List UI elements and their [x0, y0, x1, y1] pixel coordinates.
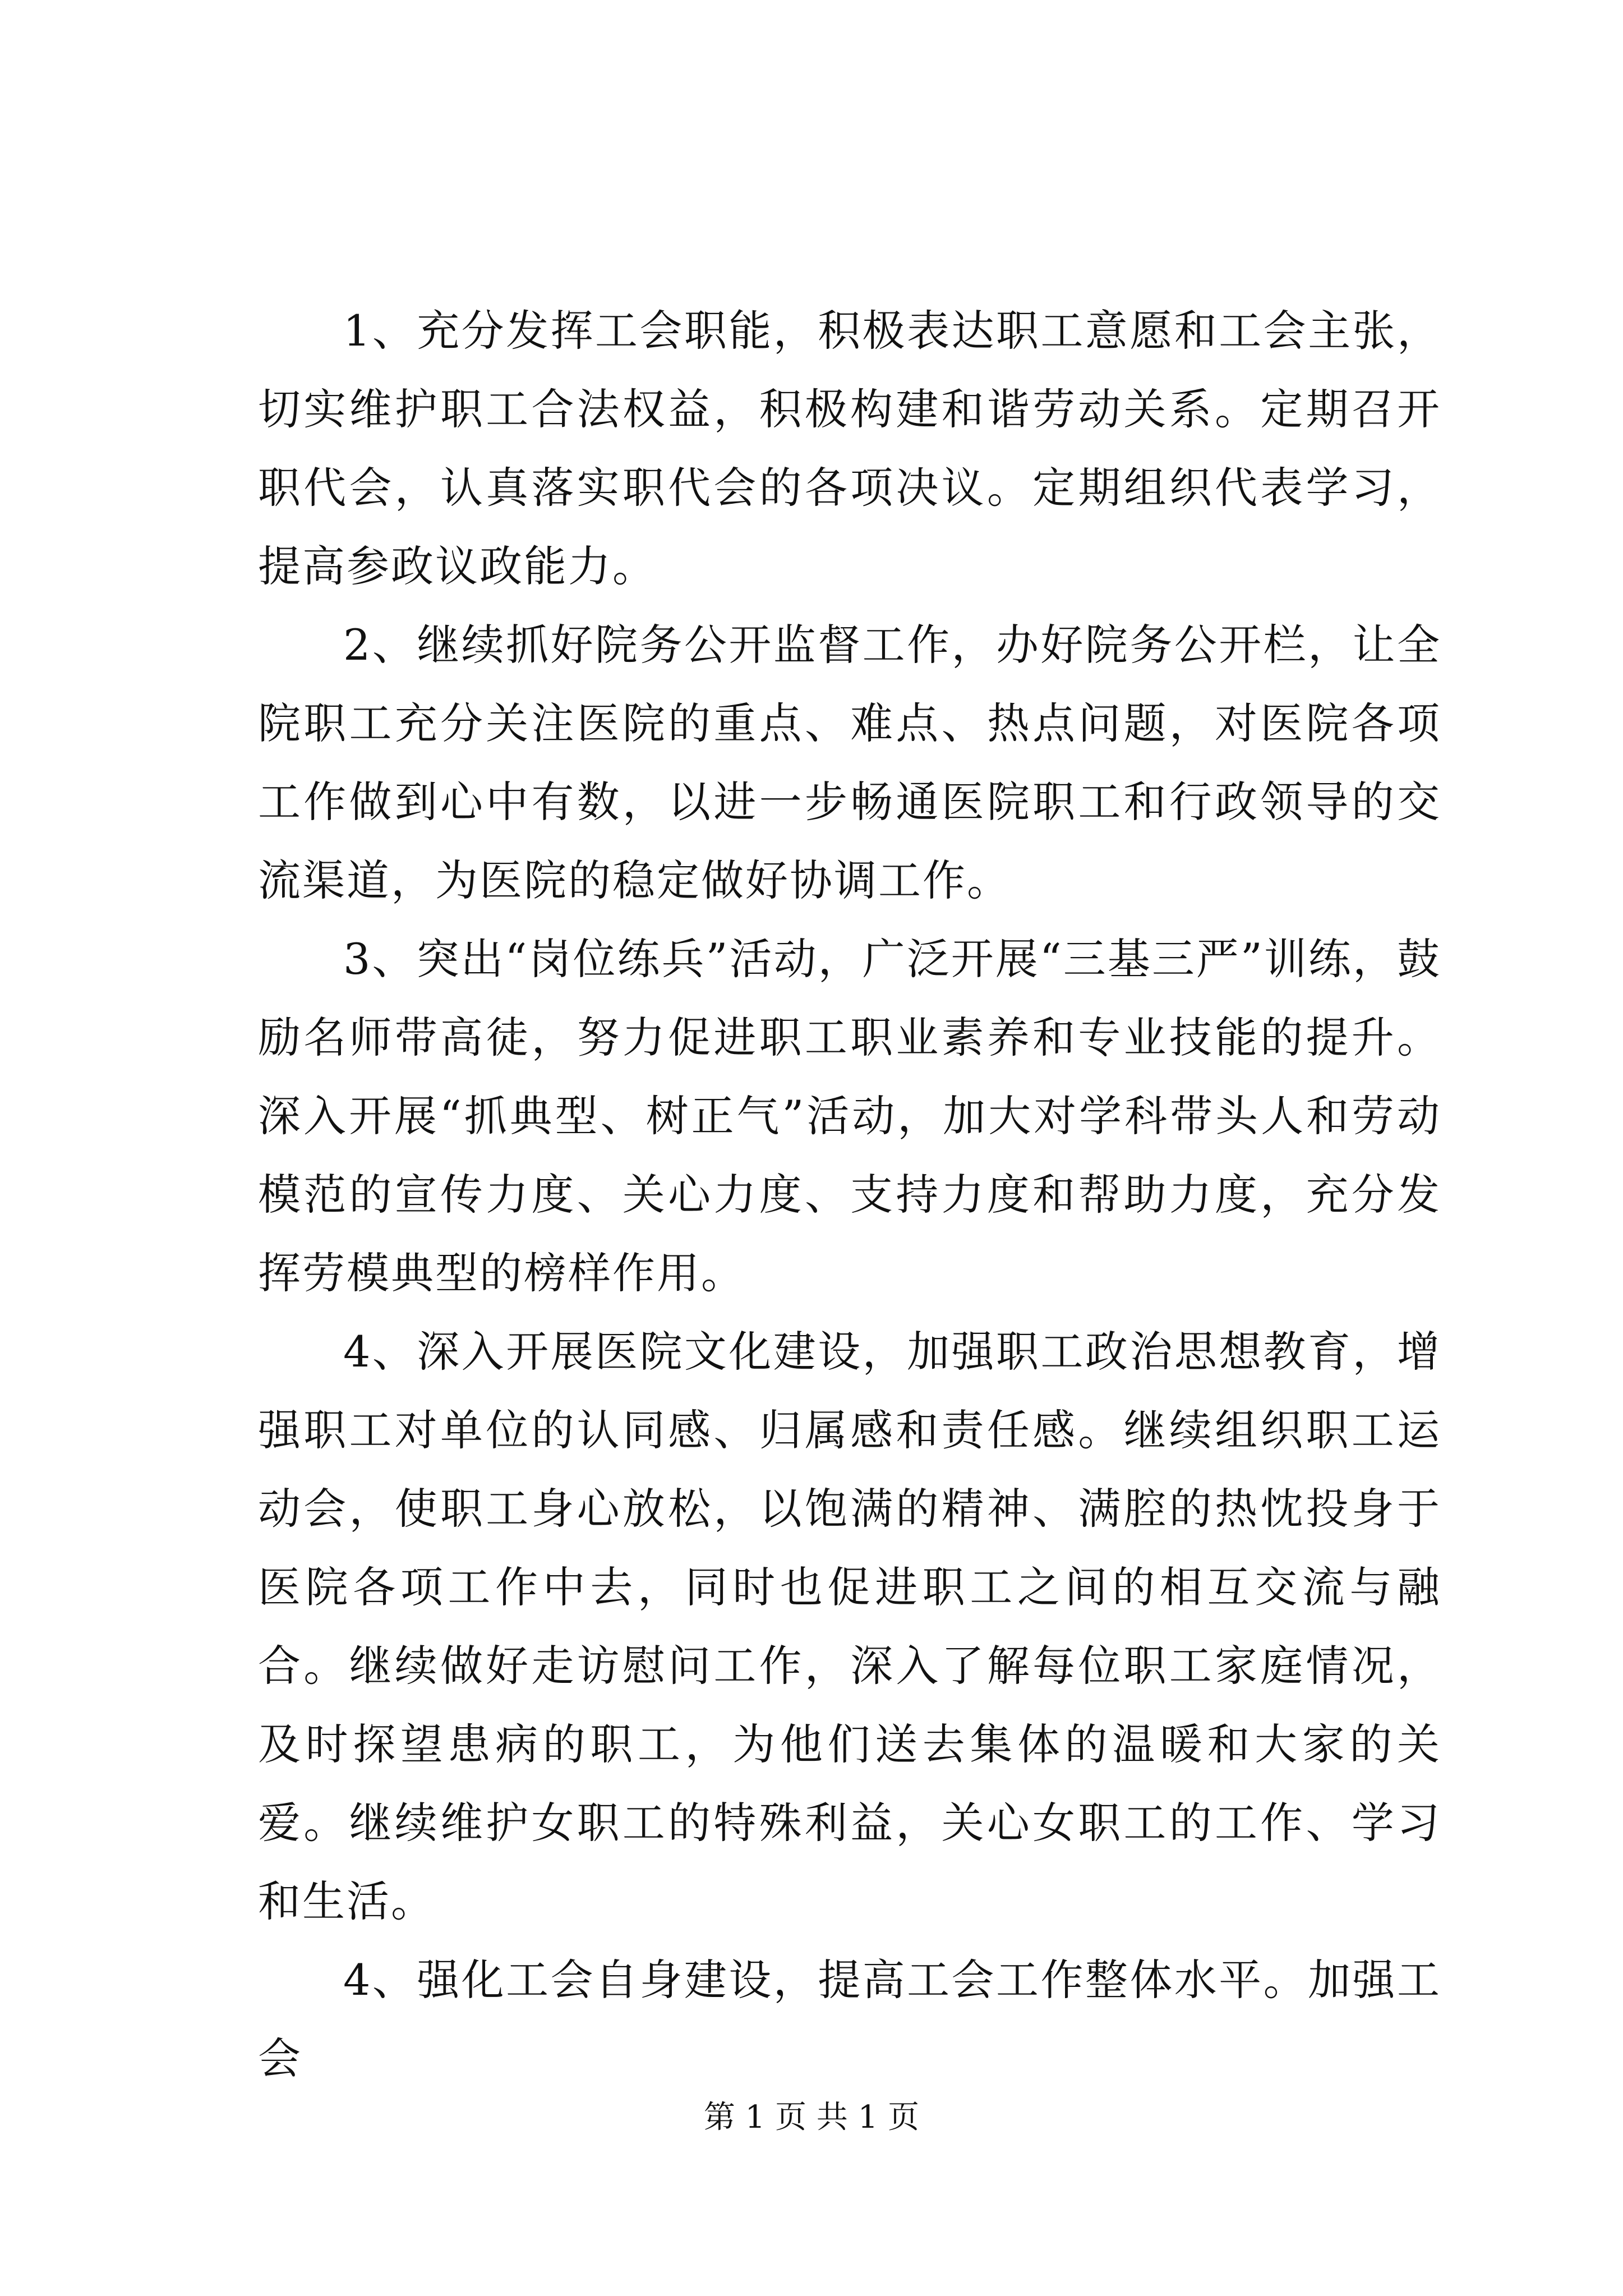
- paragraph-5: 4、强化工会自身建设，提高工会工作整体水平。加强工会: [258, 1955, 1441, 2083]
- page-footer: 第 1 页 共 1 页: [703, 2099, 920, 2136]
- paragraph-2: 2、继续抓好院务公开监督工作，办好院务公开栏，让全院职工充分关注医院的重点、难点、热点问题，对医院各项工作做到心中有数，以进一步畅通医院职工和行政领导的交流渠道，为医院的稳定做好协调工作。: [258, 620, 1441, 905]
- document-body: [258, 292, 1441, 2098]
- paragraph-3: 3、突出“岗位练兵”活动，广泛开展“三基三严”训练，鼓励名师带高徒，努力促进职工职业素养和专业技能的提升。深入开展“抓典型、树正气”活动，加大对学科带头人和劳动模范的宣传力度、关心力度、支持力度和帮助力度，充分发挥劳模典型的榜样作用。: [258, 934, 1441, 1298]
- paragraph-1: 1、充分发挥工会职能，积极表达职工意愿和工会主张，切实维护职工合法权益，积极构建和谐劳动关系。定期召开职代会，认真落实职代会的各项决议。定期组织代表学习，提高参政议政能力。: [258, 306, 1441, 591]
- paragraph-4: 4、深入开展医院文化建设，加强职工政治思想教育，增强职工对单位的认同感、归属感和责任感。继续组织职工运动会，使职工身心放松，以饱满的精神、满腔的热忱投身于医院各项工作中去，同时也促进职工之间的相互交流与融合。继续做好走访慰问工作，深入了解每位职工家庭情况，及时探望患病的职工，为他们送去集体的温暖和大家的关爱。继续维护女职工的特殊利益，关心女职工的工作、学习和生活。: [258, 1327, 1441, 1926]
